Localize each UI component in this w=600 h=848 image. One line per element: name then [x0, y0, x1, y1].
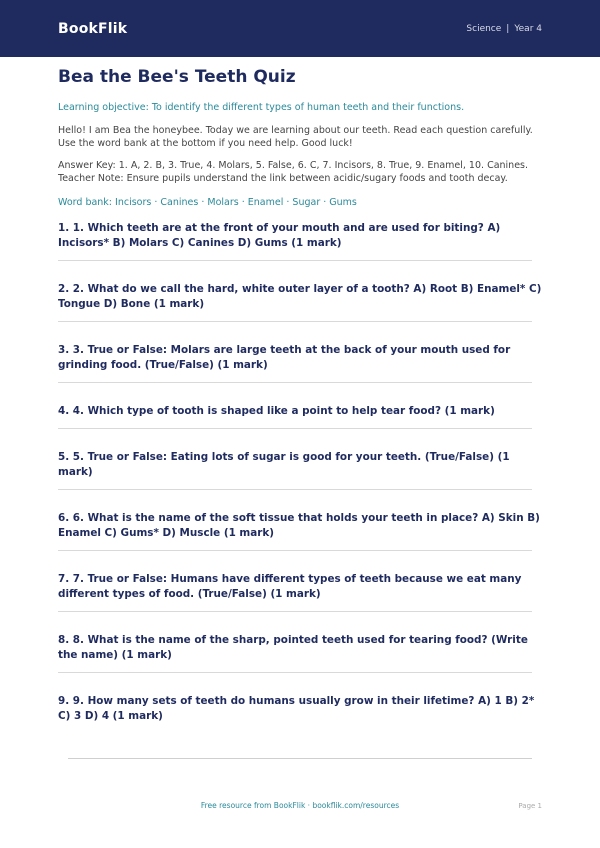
answer-key: Answer Key: 1. A, 2. B, 3. True, 4. Molars, 5. False, 6. C, 7. Incisors, 8. True, 9. Enamel, 10. Canines.: [58, 160, 529, 171]
teacher-note: Teacher Note: Ensure pupils understand the link between acidic/sugary foods and tooth decay.: [58, 173, 508, 184]
page-header: [0, 0, 600, 57]
intro-text: Hello! I am Bea the honeybee. Today we are learning about our teeth. Read each question carefully. Use the word bank at the bottom if you need help. Good luck!: [58, 125, 533, 149]
question-7: 7. 7. True or False: Humans have different types of teeth because we eat many different types of food. (True/False) (1 mark): [58, 573, 522, 600]
subject-year-label: [466, 24, 542, 34]
brand-logo-text[interactable]: BookFlik: [58, 20, 128, 37]
question-3: 3. 3. True or False: Molars are large teeth at the back of your mouth used for grinding food. (True/False) (1 mark): [58, 344, 511, 371]
answer-key-block: [58, 159, 542, 185]
word-bank: Word bank: Incisors · Canines · Molars · Enamel · Sugar · Gums: [58, 197, 357, 208]
footer-divider: [68, 758, 532, 759]
footer-link[interactable]: Free resource from BookFlik · bookflik.com/resources: [200, 801, 400, 810]
page-title: Bea the Bee's Teeth Quiz: [58, 67, 296, 87]
question-5: 5. 5. True or False: Eating lots of sugar is good for your teeth. (True/False) (1 mark): [58, 451, 510, 478]
question-4: 4. 4. Which type of tooth is shaped like a point to help tear food? (1 mark): [58, 405, 495, 417]
separator: |: [506, 23, 510, 34]
question-6: 6. 6. What is the name of the soft tissue that holds your teeth in place? A) Skin B) Enamel C) Gums* D) Muscle (1 mark): [58, 512, 540, 539]
question-1: 1. 1. Which teeth are at the front of your mouth and are used for biting? A) Incisors* B) Molars C) Canines D) Gums (1 mark): [58, 222, 501, 249]
subject-label: Science: [466, 23, 502, 34]
question-2: 2. 2. What do we call the hard, white outer layer of a tooth? A) Root B) Enamel* C) Tongue D) Bone (1 mark): [58, 283, 542, 310]
worksheet-content: [0, 67, 600, 724]
year-label: Year 4: [514, 23, 542, 34]
question-list: [58, 221, 542, 724]
question-9: 9. 9. How many sets of teeth do humans usually grow in their lifetime? A) 1 B) 2* C) 3 D) 4 (1 mark): [58, 695, 535, 722]
learning-objective: Learning objective: To identify the different types of human teeth and their functions.: [58, 102, 465, 113]
question-8: 8. 8. What is the name of the sharp, pointed teeth used for tearing food? (Write the name) (1 mark): [58, 634, 528, 661]
page-number: Page 1: [518, 802, 542, 810]
